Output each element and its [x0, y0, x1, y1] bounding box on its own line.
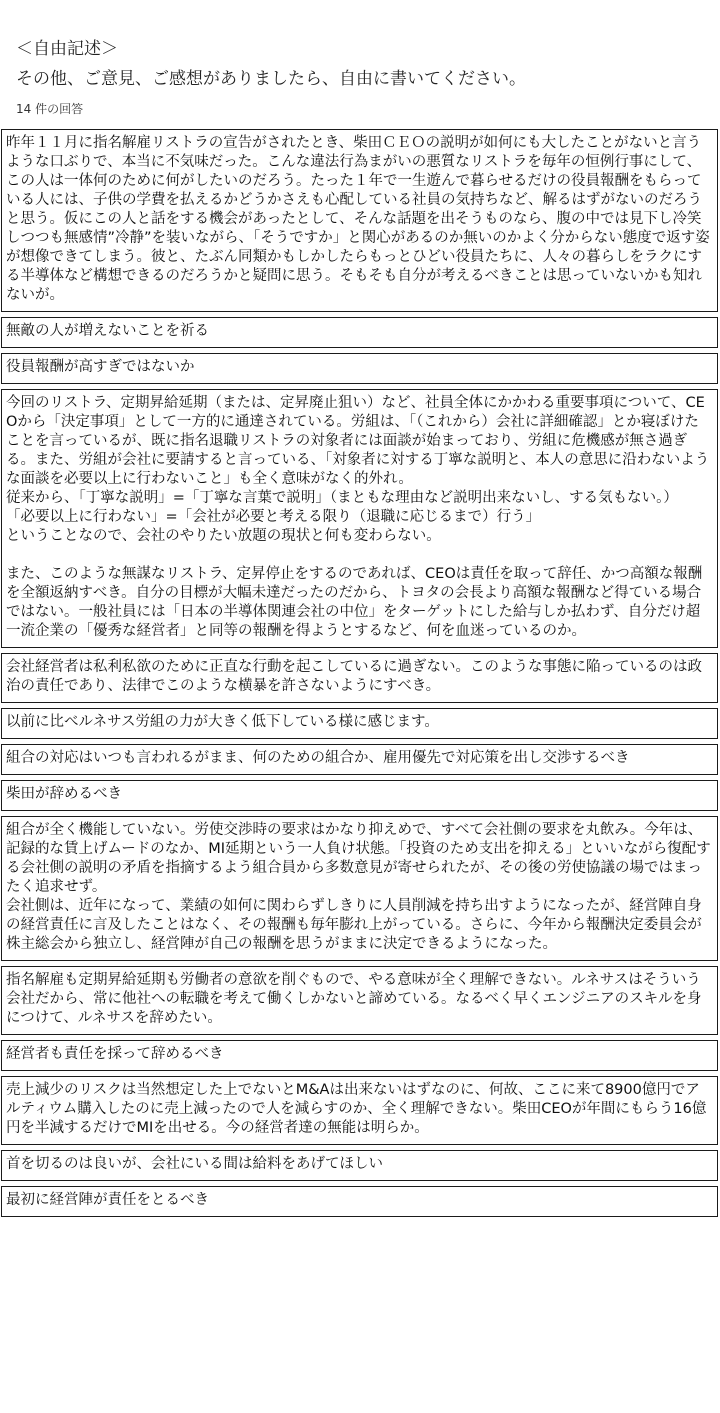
answer-item: 最初に経営陣が責任をとるべき [1, 1186, 718, 1217]
answer-item: 昨年１１月に指名解雇リストラの宣告がされたとき、柴田ＣＥＯの説明が如何にも大したことがないと言うような口ぶりで、本当に不気味だった。こんな違法行為まがいの悪質なリストラを毎年の恒例行事にして、この人は一体何のために何がしたいのだろう。たった１年で一生遊んで暮らせるだけの役員報酬をもらっている人には、子供の学費を払えるかどうかさえも心配している社員の気持ちなど、解るはずがないのだろうと思う。仮にこの人と話をする機会があったとして、そんな話題を出そうものなら、腹の中では見下し冷笑しつつも無感情”冷静”を装いながら、「そうですか」と関心があるのか無いのかよく分からない態度で返す姿が想像できてしまう。彼と、たぶん同類かもしかしたらもっとひどい役員たちに、人々の暮らしをラクにする半導体など構想できるのだろうかと疑問に思う。そもそも自分が考えるべきことは思っていないかも知れないが。 [1, 130, 718, 312]
answer-item: 売上減少のリスクは当然想定した上でないとM&Aは出来ないはずなのに、何故、ここに来て8900億円でアルティウム購入したのに売上減ったので人を減らすのか、全く理解できない。柴田CEOが年間にもらう16億円を半減するだけでMIを出せる。今の経営者達の無能は明らか。 [1, 1076, 718, 1145]
response-count: 14 件の回答 [16, 102, 84, 116]
answer-item: 役員報酬が高すぎではないか [1, 353, 718, 384]
answer-item: 組合の対応はいつも言われるがまま、何のための組合か、雇用優先で対応策を出し交渉するべき [1, 744, 718, 775]
answer-item: 会社経営者は私利私欲のために正直な行動を起こしているに過ぎない。このような事態に陥っているのは政治の責任であり、法律でこのような横暴を許さないようにすべき。 [1, 653, 718, 703]
answer-item: 首を切るのは良いが、会社にいる間は給料をあげてほしい [1, 1150, 718, 1181]
answer-item: 経営者も責任を採って辞めるべき [1, 1040, 718, 1071]
question-header [16, 38, 706, 117]
answer-item: 組合が全く機能していない。労使交渉時の要求はかなり抑えめで、すべて会社側の要求を丸飲み。今年は、記録的な賃上げムードのなか、MI延期という一人負け状態。「投資のため支出を抑える」といいながら復配する会社側の説明の矛盾を指摘するよう組合員から多数意見が寄せられたが、その後の労使協議の場ではまったく追求せず。 会社側は、近年になって、業績の如何に関わらずしきりに人員削減を持ち出すようになったが、経営陣自身の経営責任に言及したことはなく、その報酬も毎年膨れ上がっている。さらに、今年から報酬決定委員会が株主総会から独立し、経営陣が自己の報酬を思うがままに決定できるようになった。 [1, 816, 718, 961]
answer-item: 以前に比べルネサス労組の力が大きく低下している様に感じます。 [1, 708, 718, 739]
section-label: ＜自由記述＞ [16, 39, 118, 59]
answer-item: 今回のリストラ、定期昇給延期（または、定昇廃止狙い）など、社員全体にかかわる重要事項について、CEOから「決定事項」として一方的に通達されている。労組は、「（これから）会社に詳細確認」とか寝ぼけたことを言っているが、既に指名退職リストラの対象者には面談が始まっており、労組に危機感が無さ過ぎる。また、労組が会社に要請すると言っている、「対象者に対する丁寧な説明と、本人の意思に沿わないような面談を必要以上に行わないこと」も全く意味がなく的外れ。 従来から、「丁寧な説明」=「丁寧な言葉で説明」（まともな理由など説明出来ないし、する気もない。） 「必要以上に行わない」=「会社が必要と考える限り（退職に応じるまで）行う」 ということなので、会社のやりたい放題の現状と何も変わらない。 また、このような無謀なリストラ、定昇停止をするのであれば、CEOは責任を取って辞任、かつ高額な報酬を全額返納すべき。自分の目標が大幅未達だったのだから、トヨタの会長より高額な報酬など得ている場合ではない。一般社員には「日本の半導体関連会社の中位」をターゲットにした給与しか払わず、自分だけ超一流企業の「優秀な経営者」と同等の報酬を得ようとするなど、何を血迷っているのか。 [1, 389, 718, 648]
answer-list [1, 129, 718, 1222]
question-title: その他、ご意見、ご感想がありましたら、自由に書いてください。 [16, 69, 526, 89]
answer-item: 柴田が辞めるべき [1, 780, 718, 811]
answer-item: 指名解雇も定期昇給延期も労働者の意欲を削ぐもので、やる意味が全く理解できない。ルネサスはそういう会社だから、常に他社への転職を考えて働くしかないと諦めている。なるべく早くエンジニアのスキルを身につけて、ルネサスを辞めたい。 [1, 966, 718, 1035]
answer-item: 無敵の人が増えないことを祈る [1, 317, 718, 348]
